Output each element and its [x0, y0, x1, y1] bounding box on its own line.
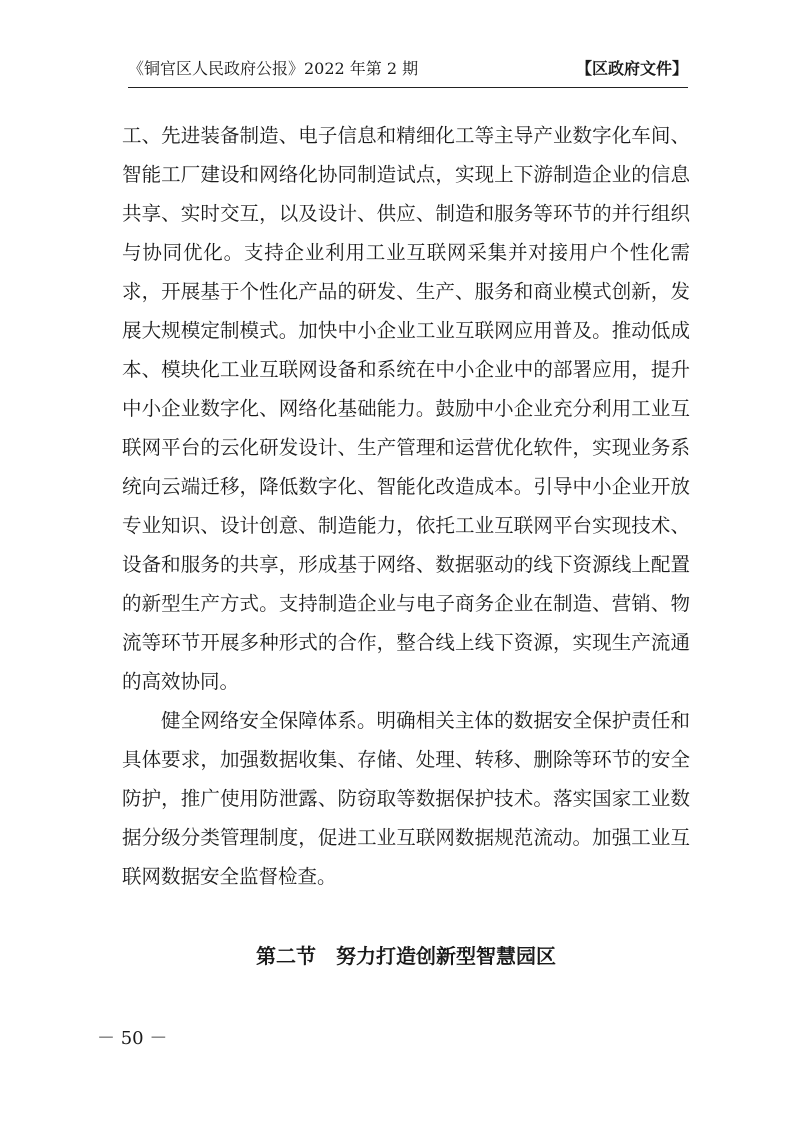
journal-title: 《铜官区人民政府公报》2022 年第 2 期 [128, 59, 419, 78]
paragraph-continued: 工、先进装备制造、电子信息和精细化工等主导产业数字化车间、智能工厂建设和网络化协同制造试点，实现上下游制造企业的信息共享、实时交互，以及设计、供应、制造和服务等环节的并行组织与协同优化。支持企业利用工业互联网采集并对接用户个性化需求，开展基于个性化产品的研发、生产、服务和商业模式创新，发展大规模定制模式。加快中小企业工业互联网应用普及。推动低成本、模块化工业互联网设备和系统在中小企业中的部署应用，提升中小企业数字化、网络化基础能力。鼓励中小企业充分利用工业互联网平台的云化研发设计、生产管理和运营优化软件，实现业务系统向云端迁移，降低数字化、智能化改造成本。引导中小企业开放专业知识、设计创意、制造能力，依托工业互联网平台实现技术、设备和服务的共享，形成基于网络、数据驱动的线下资源线上配置的新型生产方式。支持制造企业与电子商务企业在制造、营销、物流等环节开展多种形式的合作，整合线上线下资源，实现生产流通的高效协同。 [122, 124, 690, 693]
document-category: 【区政府文件】 [575, 59, 688, 78]
page-number: － 50 － [97, 1028, 168, 1049]
header-divider [128, 87, 688, 88]
page-header [128, 54, 688, 84]
body-text [122, 116, 690, 896]
paragraph-network-security: 健全网络安全保障体系。明确相关主体的数据安全保护责任和具体要求，加强数据收集、存储、处理、转移、删除等环节的安全防护，推广使用防泄露、防窃取等数据保护技术。落实国家工业数据分级分类管理制度，促进工业互联网数据规范流动。加强工业互联网数据安全监督检查。 [122, 709, 690, 888]
section-heading: 第二节 努力打造创新型智慧园区 [256, 944, 556, 968]
